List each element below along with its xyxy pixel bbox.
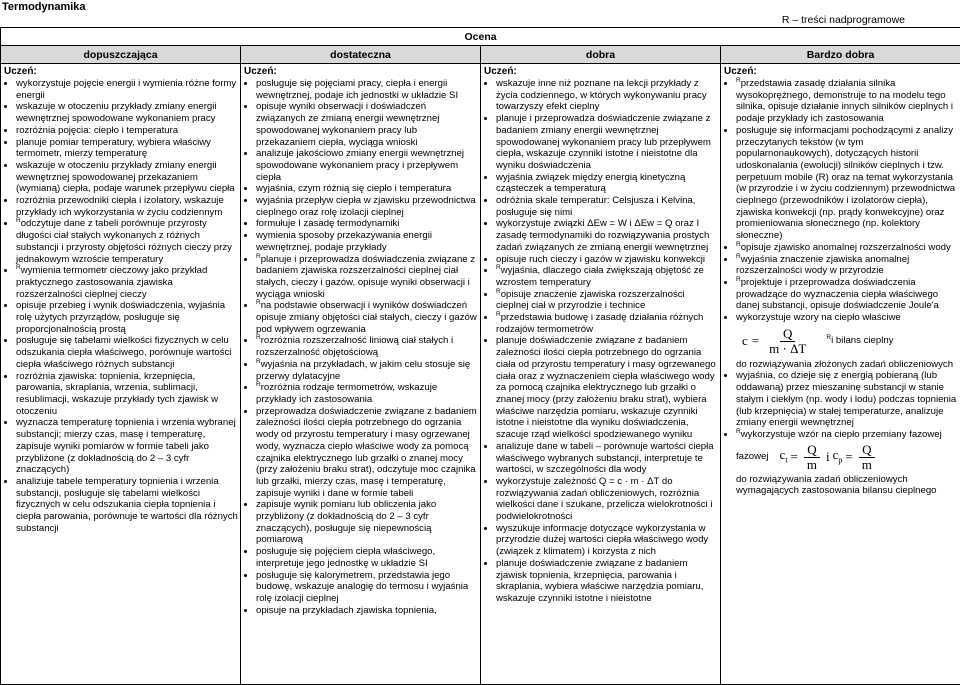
formula-suffix bbox=[826, 335, 893, 347]
list-item: • wyjaśnia przepływ ciepła w zjawisku przewodnictwa cieplnego oraz rolę izolacji cieplnej bbox=[256, 195, 478, 218]
list-item: • planuje i przeprowadza doświadczenie związane z badaniem zmiany energii wewnętrznej spowodowanej wykonaniem pracy lub przepływem ciepła, wskazuje czynniki istotne i nieistotne dla wyniku doświadczenia bbox=[496, 113, 718, 172]
r-marker: R bbox=[736, 275, 741, 283]
list-item: • rozróżnia przewodniki ciepła i izolatory, wskazuje przykłady ich wykorzystania w życiu codziennym bbox=[16, 195, 238, 218]
formula-fraction bbox=[804, 443, 820, 472]
column-dopuszczajaca bbox=[1, 64, 241, 685]
list-item: • formułuje I zasadę termodynamiki bbox=[256, 218, 478, 230]
level-header: dostateczna bbox=[241, 46, 481, 64]
r-marker: R bbox=[256, 357, 261, 365]
phase-heat-formula bbox=[736, 443, 958, 472]
list-item bbox=[16, 218, 238, 265]
formula-symbol-c: c bbox=[779, 446, 786, 462]
formula-subscript: p bbox=[838, 455, 843, 465]
list-item bbox=[256, 300, 478, 335]
list-item: • planuje doświadczenie związane z badaniem zjawisk topnienia, krzepnięcia, parowania i skraplania, wybiera właściwe narzędzia pomiaru, wskazuje czynniki istotne i nieistotne bbox=[496, 558, 718, 605]
list-item-text: przedstawia budowę i zasadę działania różnych rodzajów termometrów bbox=[496, 312, 704, 335]
r-marker: R bbox=[256, 334, 261, 342]
list-item: • odróżnia skale temperatur: Celsjusza i Kelvina, posługuje się nimi bbox=[496, 195, 718, 218]
level-header: Bardzo dobra bbox=[721, 46, 960, 64]
column-dostateczna bbox=[241, 64, 481, 685]
column-bardzo-dobra bbox=[721, 64, 960, 685]
formula-symbol-c: c bbox=[832, 446, 839, 462]
specific-heat-formula bbox=[742, 327, 958, 356]
list-item bbox=[496, 289, 718, 312]
r-marker: R bbox=[736, 240, 741, 248]
ocena-header: Ocena bbox=[1, 28, 960, 46]
formula-denominator: m bbox=[806, 456, 818, 472]
list-item: • opisuje przebieg i wynik doświadczenia, wyjaśnia rolę użytych przyrządów, posługuje się proporcjonalnością prostą bbox=[16, 300, 238, 335]
list-item-text: opisuje zjawisko anomalnej rozszerzalności wody bbox=[740, 241, 951, 253]
list-item: • analizuje dane w tabeli – porównuje wartości ciepła właściwego wybranych substancji, interpretuje te wartości, w szczególności dla wody bbox=[496, 441, 718, 476]
list-item: • posługuje się pojęciami pracy, ciepła i energii wewnętrznej, podaje ich jednostki w układzie SI bbox=[256, 78, 478, 101]
formula-equals: = bbox=[751, 333, 760, 349]
list-item bbox=[496, 312, 718, 335]
list-item bbox=[496, 265, 718, 288]
r-marker: R bbox=[496, 310, 501, 318]
list-item: • opisuje na przykładach zjawiska topnienia, bbox=[256, 605, 478, 617]
header-row bbox=[1, 28, 960, 46]
list-item-text: wykorzystuje wzory na ciepło właściwe bbox=[736, 312, 901, 324]
list-item: • posługuje się tabelami wielkości fizycznych w celu odszukania ciepła właściwego, porównuje wartości ciepła właściwego różnych substancji bbox=[16, 335, 238, 370]
list-item-text: wyjaśnia znaczenie zjawiska anomalnej rozszerzalności wody w przyrodzie bbox=[736, 253, 910, 277]
r-marker: R bbox=[16, 264, 21, 272]
formula-equals: = bbox=[845, 449, 853, 465]
list-item: • wyznacza temperaturę topnienia i wrzenia wybranej substancji; mierzy czas, masę i temperaturę, zapisuje wyniki pomiarów w formie tabeli jako przybliżone (z dokładnością do 2 – 3 cyfr znaczących) bbox=[16, 417, 238, 476]
list-item bbox=[736, 429, 958, 497]
list-item: • wskazuje inne niż poznane na lekcji przykłady z życia codziennego, w których wykonywaniu pracy towarzyszy efekt cieplny bbox=[496, 78, 718, 113]
list-item: • wyszukuje informacje dotyczące wykorzystania w przyrodzie dużej wartości ciepła właściwego wody (związek z klimatem) i korzysta z nich bbox=[496, 523, 718, 558]
list-item bbox=[736, 312, 958, 370]
list-item: • wykorzystuje zależność Q = c · m · ΔT do rozwiązywania zadań obliczeniowych, rozróżnia wielkości dane i szukane, przelicza wielokrotności i podwielokrotności bbox=[496, 476, 718, 523]
r-marker: R bbox=[256, 252, 261, 260]
r-marker: R bbox=[256, 381, 261, 389]
formula-symbol bbox=[832, 446, 843, 466]
r-marker: R bbox=[736, 427, 741, 435]
r-marker: R bbox=[496, 287, 501, 295]
list-item: • analizuje jakościowo zmiany energii wewnętrznej spowodowane wykonaniem pracy i przepływem ciepła bbox=[256, 148, 478, 183]
list-item: • wskazuje w otoczeniu przykłady zmiany energii wewnętrznej spowodowane wykonaniem pracy bbox=[16, 101, 238, 124]
requirements-table bbox=[0, 27, 960, 685]
column-dobra bbox=[481, 64, 721, 685]
list-item: • zapisuje wynik pomiaru lub obliczenia jako przybliżony (z dokładnością do 2 – 3 cyfr znaczących), posługuje się niepewnością pomiarową bbox=[256, 499, 478, 546]
formula-suffix-text: i bilans cieplny bbox=[831, 335, 894, 347]
list-item-text: wyjaśnia na przykładach, w jakim celu stosuje się przerwy dylatacyjne bbox=[256, 358, 471, 382]
student-label: Uczeń: bbox=[244, 66, 277, 77]
list-item-text: rozróżnia rozszerzalność liniową ciał stałych i rozszerzalność objętościową bbox=[256, 335, 454, 359]
list-item: • posługuje się pojęciem ciepła właściwego, interpretuje jego jednostkę w układzie SI bbox=[256, 546, 478, 569]
list-item: • planuje doświadczenie związane z badaniem zależności ilości ciepła potrzebnego do ogrzania ciała od przyrostu temperatury i masy ogrzewanego ciała oraz z wyznaczeniem ciepła właściwego wody za pomocą czajnika elektrycznego lub grzałki o znanej mocy (przy założeniu braku strat), wybiera właściwe narzędzia pomiaru, wskazuje czynniki istotne i nieistotne dla wyniku doświadczenia, szacuje rząd wielkości spodziewanego wyniku bbox=[496, 335, 718, 440]
list-item: • wyjaśnia związek między energią kinetyczną cząsteczek a temperaturą bbox=[496, 172, 718, 195]
list-item-text: opisuje znaczenie zjawiska rozszerzalności cieplnej ciał w przyrodzie i technice bbox=[496, 288, 685, 312]
student-label: Uczeń: bbox=[4, 66, 37, 77]
page-title: Termodynamika bbox=[2, 1, 86, 13]
list-item: • wyjaśnia, co dzieje się z energią pobieraną (lub oddawaną) przez mieszaninę substancji w stanie stałym i ciekłym (np. wody i lodu) podczas topnienia (lub krzepnięcia) w stałej temperaturze, analizuje zmiany energii wewnętrznej bbox=[736, 370, 958, 429]
formula-denominator: m · ΔT bbox=[769, 340, 807, 356]
r-marker: R bbox=[736, 76, 741, 84]
level-header: dobra bbox=[481, 46, 721, 64]
legend-note: R – treści nadprogramowe bbox=[781, 14, 905, 26]
formula-prefix: fazowej bbox=[736, 451, 769, 463]
list-item: • opisuje ruch cieczy i gazów w zjawisku konwekcji bbox=[496, 254, 718, 266]
formula-symbol: c bbox=[742, 333, 748, 349]
list-item-text: wyjaśnia, dlaczego ciała zwiększają objętość ze wzrostem temperatury bbox=[496, 265, 704, 288]
content-row bbox=[1, 64, 960, 685]
list-item bbox=[256, 359, 478, 382]
r-marker: R bbox=[16, 217, 21, 225]
list-item-text: do rozwiązywania złożonych zadań obliczeniowych bbox=[736, 358, 954, 370]
list-item: • opisuje wyniki obserwacji i doświadczeń związanych ze zmianą energii wewnętrznej spowodowanej wykonaniem pracy lub przekazaniem ciepła, wyciąga wnioski bbox=[256, 101, 478, 148]
list-item: • analizuje tabele temperatury topnienia i wrzenia substancji, posługuje się tabelami wielkości fizycznych w celu odszukania ciepła topnienia i ciepła parowania, porównuje te wartości dla różnych substancji bbox=[16, 476, 238, 535]
list-item: • posługuje się kalorymetrem, przedstawia jego budowę, wskazuje analogię do termosu i wyjaśnia rolę izolacji cieplnej bbox=[256, 570, 478, 605]
list-item: • rozróżnia pojęcia: ciepło i temperatura bbox=[16, 125, 238, 137]
list-item bbox=[736, 78, 958, 125]
list-item bbox=[256, 335, 478, 358]
r-marker: R bbox=[256, 299, 261, 307]
list-item-text: wykorzystuje wzór na ciepło przemiany fazowej bbox=[740, 428, 942, 440]
student-label: Uczeń: bbox=[724, 66, 757, 77]
list-item-text: do rozwiązywania zadań obliczeniowych wymagających zastosowania bilansu cieplnego bbox=[736, 473, 937, 497]
list-item-text: odczytuje dane z tabeli porównuje przyrosty długości ciał stałych wykonanych z różnych substancji i przyrosty objętości różnych cieczy przy jednakowym wzroście temperatury bbox=[16, 218, 232, 265]
formula-numerator: Q bbox=[804, 443, 819, 458]
list-item: • planuje pomiar temperatury, wybiera właściwy termometr, mierzy temperaturę bbox=[16, 137, 238, 160]
r-marker: R bbox=[736, 252, 741, 260]
list-item bbox=[256, 382, 478, 405]
formula-conjunction: i bbox=[826, 449, 830, 465]
list-item-text: projektuje i przeprowadza doświadczenia prowadzące do wyznaczenia ciepła właściwego danej substancji, opisuje doświadczenie Joule'a bbox=[736, 276, 939, 312]
list-item-text: przedstawia zasadę działania silnika wysokoprężnego, demonstruje to na modelu tego silnika, opisuje działanie innych silników cieplnych i podaje przykłady ich zastosowania bbox=[736, 78, 954, 125]
formula-symbol bbox=[779, 446, 788, 466]
formula-numerator: Q bbox=[780, 327, 795, 342]
formula-fraction bbox=[766, 327, 809, 356]
list-item-text: planuje i przeprowadza doświadczenia związane z badaniem zjawiska rozszerzalności cieplnej ciał stałych, cieczy i gazów, opisuje wyniki obserwacji i wyciąga wnioski bbox=[256, 253, 476, 300]
list-item: • przeprowadza doświadczenie związane z badaniem zależności ilości ciepła potrzebnego do ogrzania wody od przyrostu temperatury i masy ogrzewanej wody, wyznacza ciepło właściwe wody za pomocą czajnika elektrycznego lub grzałki o znanej mocy (przy założeniu braku strat), odczytuje moc czajnika lub grzałki, mierzy czas, masę i temperaturę, zapisuje wyniki i dane w formie tabeli bbox=[256, 406, 478, 500]
formula-numerator: Q bbox=[859, 443, 874, 458]
list-item: • wskazuje w otoczeniu przykłady zmiany energii wewnętrznej spowodowanej przekazaniem (wymianą) ciepła, podaje warunek przepływu ciepła bbox=[16, 160, 238, 195]
list-item-text: na podstawie obserwacji i wyników doświadczeń opisuje zmiany objętości ciał stałych, cieczy i gazów pod wpływem ogrzewania bbox=[256, 300, 477, 335]
levels-row bbox=[1, 46, 960, 64]
r-marker: R bbox=[826, 334, 832, 342]
list-item: • rozróżnia zjawiska: topnienia, krzepnięcia, parowania, skraplania, wrzenia, sublimacji, resublimacji, wskazuje przykłady tych zjawisk w otoczeniu bbox=[16, 371, 238, 418]
formula-fraction bbox=[859, 443, 875, 472]
list-item: • wymienia sposoby przekazywania energii wewnętrznej, podaje przykłady bbox=[256, 230, 478, 253]
level-header: dopuszczająca bbox=[1, 46, 241, 64]
list-item bbox=[736, 242, 958, 254]
list-item bbox=[736, 277, 958, 312]
list-item-text: wymienia termometr cieczowy jako przykład praktycznego zastosowania zjawiska rozszerzalności cieplnej cieczy bbox=[16, 265, 208, 300]
list-item bbox=[16, 265, 238, 300]
r-marker: R bbox=[496, 264, 501, 272]
formula-subscript: t bbox=[785, 455, 788, 465]
list-item-text: rozróżnia rodzaje termometrów, wskazuje przykłady ich zastosowania bbox=[256, 382, 438, 405]
list-item: • wykorzystuje pojęcie energii i wymienia różne formy energii bbox=[16, 78, 238, 101]
student-label: Uczeń: bbox=[484, 66, 517, 77]
list-item bbox=[256, 254, 478, 301]
formula-equals: = bbox=[790, 449, 798, 465]
list-item bbox=[736, 254, 958, 277]
formula-denominator: m bbox=[861, 456, 872, 472]
list-item: • wyjaśnia, czym różnią się ciepło i temperatura bbox=[256, 183, 478, 195]
list-item: • posługuje się informacjami pochodzącymi z analizy przeczytanych tekstów (w tym popularnonaukowych), dotyczących historii udoskonalania (ewolucji) silników cieplnych i tzw. perpetuum mobile (R) oraz na temat wykorzystania (w przyrodzie i w życiu codziennym) przewodnictwa cieplnego (przewodników i izolatorów ciepła), zjawiska konwekcji (np. prądy konwekcyjne) oraz promieniowania słonecznego (np. kolektory słoneczne) bbox=[736, 125, 958, 242]
list-item: • wykorzystuje związki ΔEw = W i ΔEw = Q oraz I zasadę termodynamiki do rozwiązywania prostych zadań związanych ze zmianą energii wewnętrznej bbox=[496, 218, 718, 253]
